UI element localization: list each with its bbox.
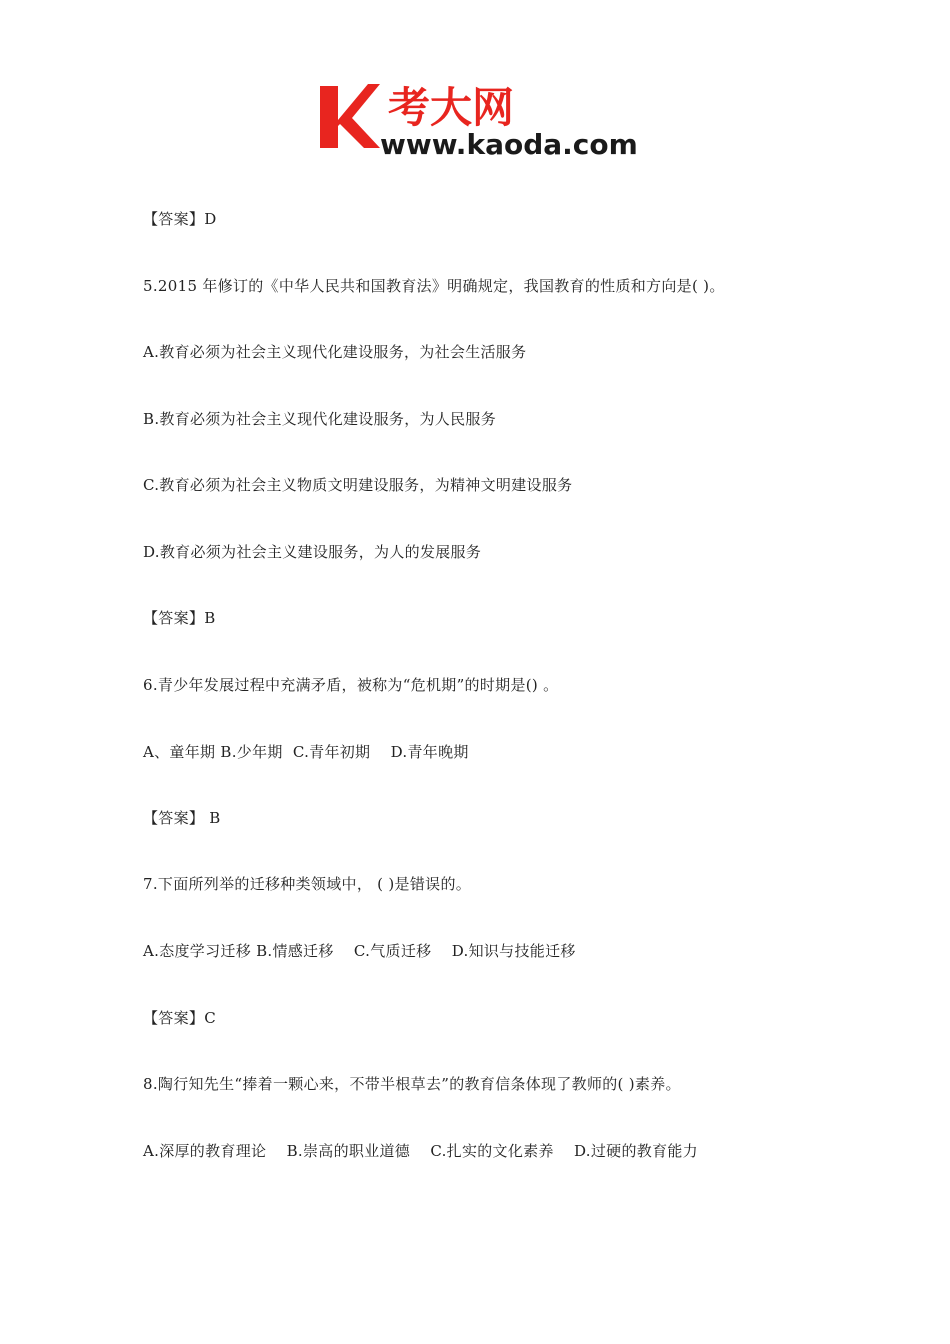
question-7: 7.下面所列举的迁移种类领域中， ( )是错误的。: [143, 875, 472, 893]
question-8: 8.陶行知先生“捧着一颗心来，不带半根草去”的教育信条体现了教师的( )素养。: [143, 1075, 681, 1093]
kaoda-logo: [318, 78, 638, 160]
question-5-option-d: D.教育必须为社会主义建设服务，为人的发展服务: [143, 543, 482, 561]
answer-4: 【答案】D: [143, 210, 217, 228]
question-5-option-c: C.教育必须为社会主义物质文明建设服务，为精神文明建设服务: [143, 476, 573, 494]
answer-7: 【答案】C: [143, 1009, 216, 1027]
question-5-option-a: A.教育必须为社会主义现代化建设服务，为社会生活服务: [143, 343, 527, 361]
logo-url-text: www.kaoda.com: [380, 128, 638, 160]
logo-k-mark: [320, 84, 380, 148]
question-5: 5.2015 年修订的《中华人民共和国教育法》明确规定，我国教育的性质和方向是( )。: [143, 277, 725, 295]
answer-5: 【答案】B: [143, 609, 216, 627]
logo-graphic: [318, 78, 638, 160]
question-6: 6.青少年发展过程中充满矛盾，被称为“危机期”的时期是() 。: [143, 676, 559, 694]
question-8-options: A.深厚的教育理论 B.崇高的职业道德 C.扎实的文化素养 D.过硬的教育能力: [143, 1142, 698, 1160]
logo-brand-text: 考大网: [388, 83, 515, 132]
question-6-options: A、童年期 B.少年期 C.青年初期 D.青年晚期: [143, 743, 469, 761]
question-7-options: A.态度学习迁移 B.情感迁移 C.气质迁移 D.知识与技能迁移: [143, 942, 576, 960]
question-5-option-b: B.教育必须为社会主义现代化建设服务，为人民服务: [143, 410, 496, 428]
answer-6: 【答案】 B: [143, 809, 221, 827]
